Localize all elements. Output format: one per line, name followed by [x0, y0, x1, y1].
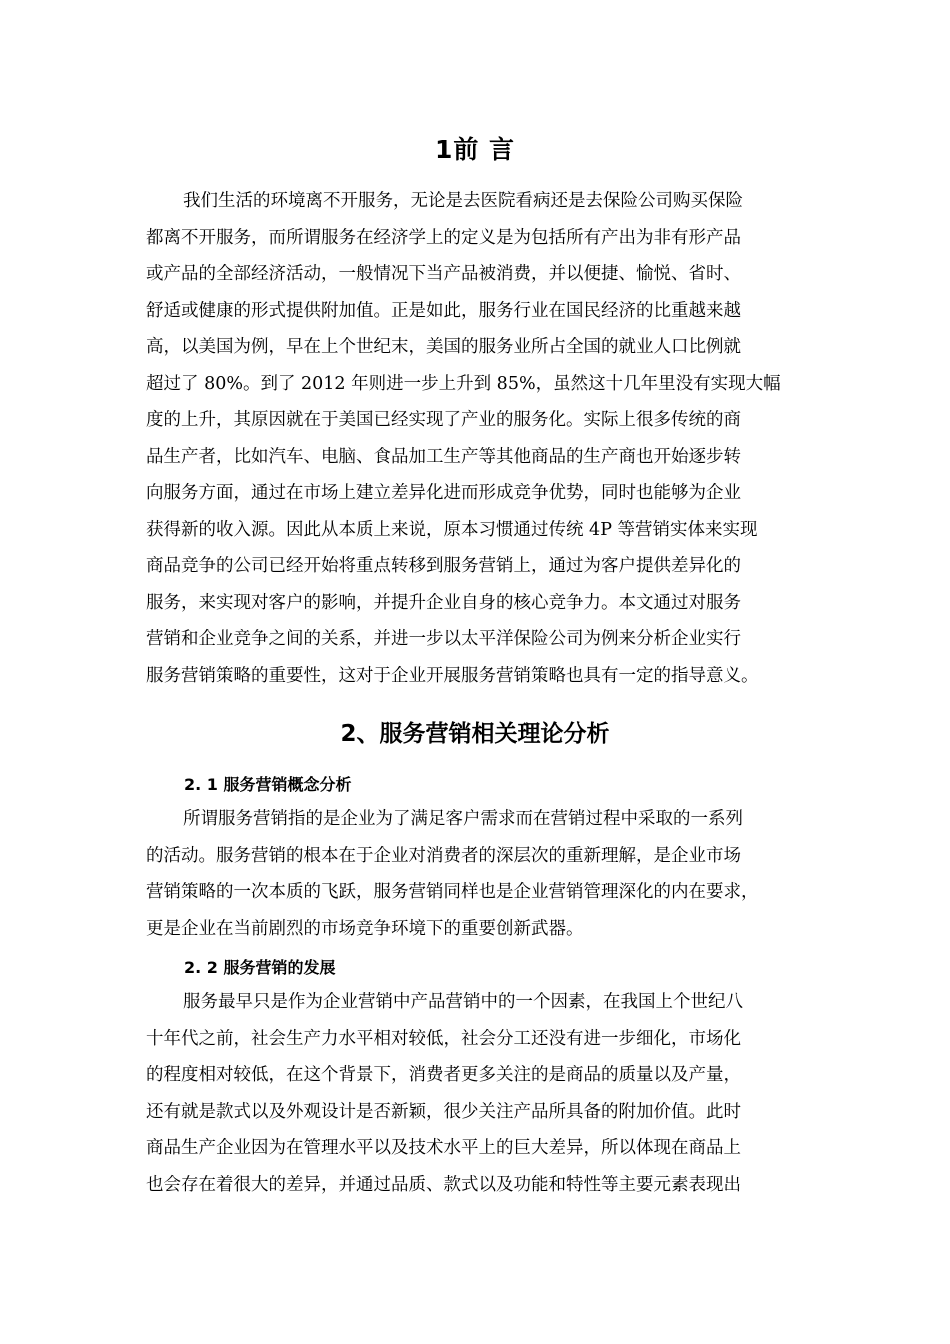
- paragraph-line: 舒适或健康的形式提供附加值。正是如此，服务行业在国民经济的比重越来越: [146, 300, 741, 321]
- subsection-2-2-paragraph: [146, 984, 826, 1203]
- paragraph-line: 或产品的全部经济活动，一般情况下当产品被消费，并以便捷、愉悦、省时、: [146, 264, 741, 284]
- paragraph-line: 也会存在着很大的差异，并通过品质、款式以及功能和特性等主要元素表现出: [146, 1174, 741, 1195]
- subsection-2-1-paragraph: [146, 801, 826, 947]
- section-2-heading: 2、服务营销相关理论分析: [340, 721, 610, 747]
- paragraph-line: 品生产者，比如汽车、电脑、食品加工生产等其他商品的生产商也开始逐步转: [146, 446, 741, 467]
- paragraph-line: 向服务方面，通过在市场上建立差异化进而形成竞争优势，同时也能够为企业: [146, 483, 741, 503]
- paragraph-line: 更是企业在当前剧烈的市场竞争环境下的重要创新武器。: [146, 918, 584, 939]
- paragraph-line: 的程度相对较低，在这个背景下，消费者更多关注的是商品的质量以及产量，: [146, 1065, 741, 1085]
- paragraph-line: 商品竞争的公司已经开始将重点转移到服务营销上，通过为客户提供差异化的: [146, 556, 741, 576]
- subsection-2-2-title: 2. 2 服务营销的发展: [184, 958, 336, 977]
- subsection-2-1-title: 2. 1 服务营销概念分析: [184, 775, 352, 794]
- paragraph-line: 度的上升，其原因就在于美国已经实现了产业的服务化。实际上很多传统的商: [146, 410, 741, 430]
- paragraph-line: 的活动。服务营销的根本在于企业对消费者的深层次的重新理解，是企业市场: [146, 845, 741, 866]
- paragraph-line: 超过了 80%。到了 2012 年则进一步上升到 85%，虽然这十几年里没有实现大幅: [146, 373, 781, 394]
- paragraph-line: 服务最早只是作为企业营销中产品营销中的一个因素，在我国上个世纪八: [183, 992, 743, 1012]
- paragraph-line: 获得新的收入源。因此从本质上来说，原本习惯通过传统 4P 等营销实体来实现: [146, 519, 758, 540]
- paragraph-line: 都离不开服务，而所谓服务在经济学上的定义是为包括所有产出为非有形产品: [146, 227, 741, 248]
- intro-paragraph: [146, 183, 826, 694]
- paragraph-line: 营销策略的一次本质的飞跃，服务营销同样也是企业营销管理深化的内在要求，: [146, 882, 759, 902]
- section-1-heading: 1前 言: [434, 135, 516, 164]
- paragraph-line: 高，以美国为例，早在上个世纪末，美国的服务业所占全国的就业人口比例就: [146, 337, 741, 357]
- paragraph-line: 商品生产企业因为在管理水平以及技术水平上的巨大差异，所以体现在商品上: [146, 1138, 741, 1158]
- paragraph-line: 所谓服务营销指的是企业为了满足客户需求而在营销过程中采取的一系列: [183, 809, 743, 829]
- paragraph-line: 我们生活的环境离不开服务，无论是去医院看病还是去保险公司购买保险: [183, 191, 743, 211]
- paragraph-line: 十年代之前，社会生产力水平相对较低，社会分工还没有进一步细化，市场化: [146, 1028, 741, 1049]
- paragraph-line: 营销和企业竞争之间的关系，并进一步以太平洋保险公司为例来分析企业实行: [146, 629, 741, 649]
- paragraph-line: 服务营销策略的重要性，这对于企业开展服务营销策略也具有一定的指导意义。: [146, 665, 759, 686]
- paragraph-line: 服务，来实现对客户的影响，并提升企业自身的核心竞争力。本文通过对服务: [146, 592, 741, 613]
- paragraph-line: 还有就是款式以及外观设计是否新颖，很少关注产品所具备的附加价值。此时: [146, 1101, 741, 1122]
